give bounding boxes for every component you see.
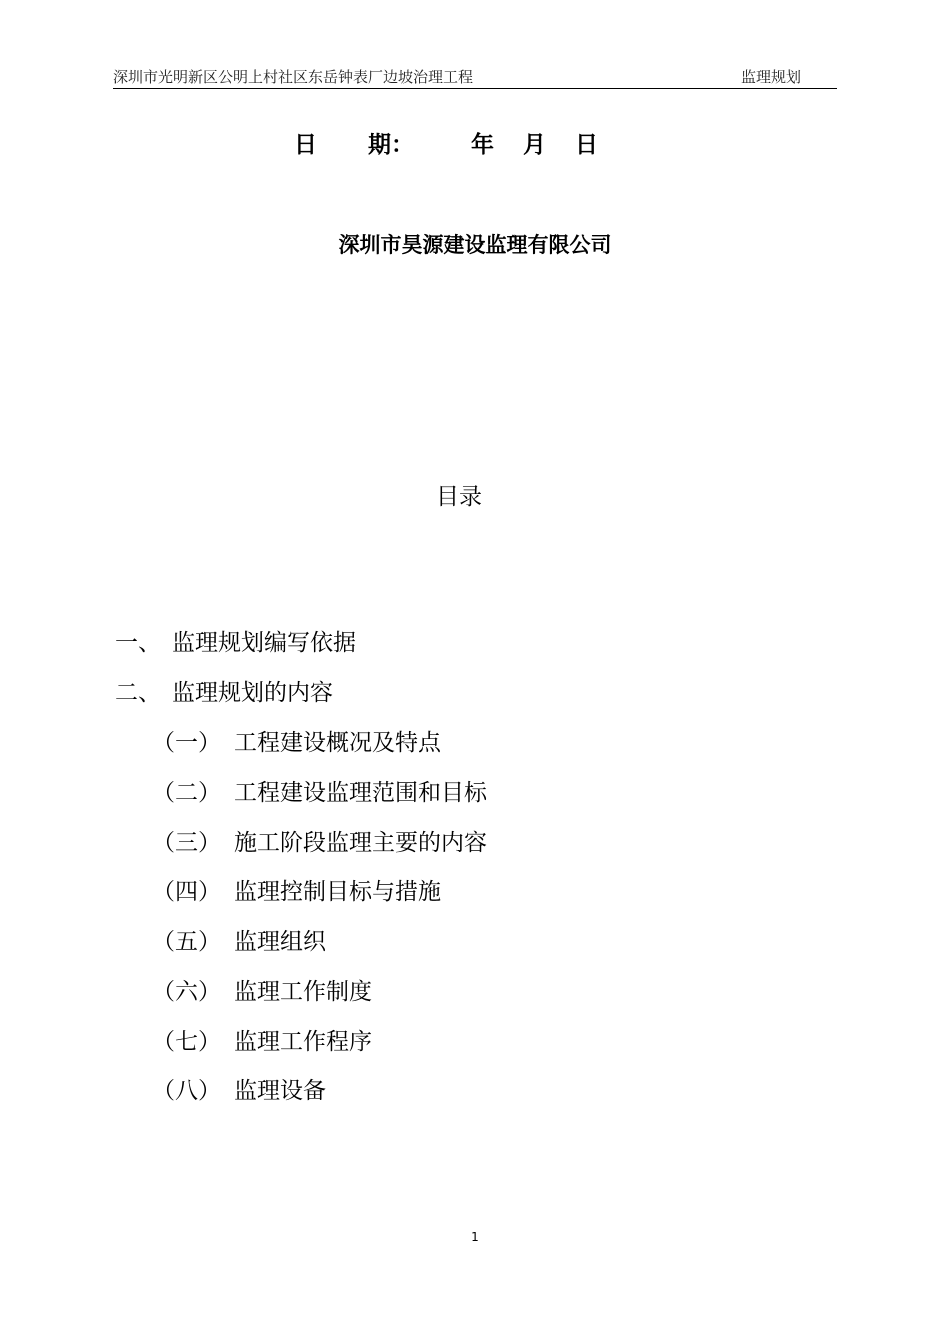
toc-item-text: 工程建设监理范围和目标 xyxy=(234,780,487,806)
date-label-char2: 期： xyxy=(368,132,414,158)
toc-item-text: 监理工作制度 xyxy=(234,979,372,1005)
page-number: 1 xyxy=(471,1230,479,1244)
toc-item-text: 监理规划的内容 xyxy=(172,680,333,706)
toc-item-text: 监理控制目标与措施 xyxy=(234,879,441,905)
toc-item-text: 监理组织 xyxy=(234,929,326,955)
toc-item-number: 一、 xyxy=(115,630,161,656)
toc-item-number: （五） xyxy=(152,929,221,955)
toc-item-number: （一） xyxy=(152,730,221,756)
toc-item-text: 施工阶段监理主要的内容 xyxy=(234,830,487,856)
toc-item-text: 监理工作程序 xyxy=(234,1029,372,1055)
date-year: 年 xyxy=(471,132,494,158)
toc-item-number: （六） xyxy=(152,979,221,1005)
company-name: 深圳市昊源建设监理有限公司 xyxy=(338,233,612,257)
header-project-title: 深圳市光明新区公明上村社区东岳钟表厂边坡治理工程 xyxy=(113,68,474,86)
toc-item-number: （二） xyxy=(152,780,221,806)
date-month: 月 xyxy=(523,132,546,158)
toc-item-number: 二、 xyxy=(115,680,161,706)
toc-item-text: 工程建设概况及特点 xyxy=(234,730,441,756)
date-day: 日 xyxy=(575,132,598,158)
date-line xyxy=(0,126,950,160)
toc-item-number: （七） xyxy=(152,1029,221,1055)
toc-item-number: （三） xyxy=(152,830,221,856)
toc-item-number: （八） xyxy=(152,1078,221,1104)
toc-item-text: 监理规划编写依据 xyxy=(172,630,356,656)
header-doc-type: 监理规划 xyxy=(740,68,801,86)
toc-item-text: 监理设备 xyxy=(234,1078,326,1104)
page-header xyxy=(113,66,837,89)
toc-item-number: （四） xyxy=(152,879,221,905)
toc-title: 目录 xyxy=(436,484,482,510)
date-label-char1: 日 xyxy=(294,132,317,158)
